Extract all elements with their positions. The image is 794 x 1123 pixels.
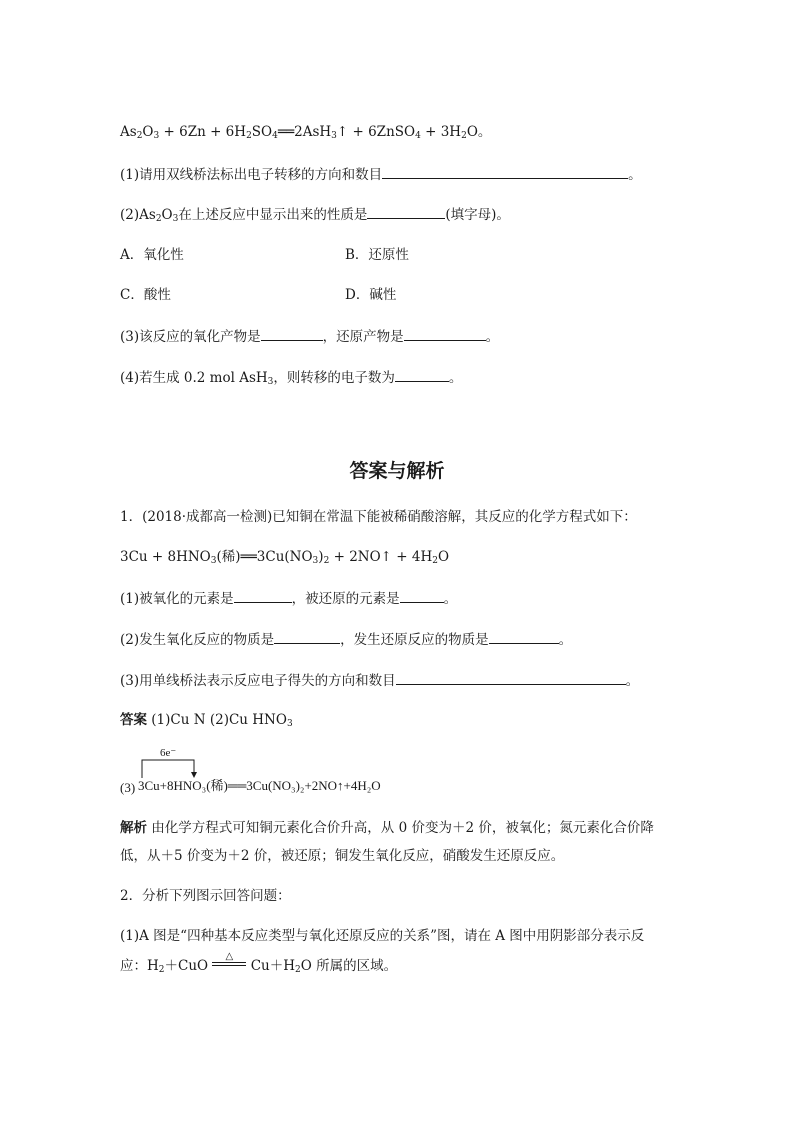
heat-icon: △ xyxy=(225,951,234,962)
problem-1-equation: $3Cu + 8HNO_3$(稀)$══3Cu(NO_3)_2$ + 2NO↑ + $4H_2O$ xyxy=(120,549,450,566)
bridge-line xyxy=(142,760,194,778)
answer-blank[interactable] xyxy=(489,629,559,644)
answer-blank[interactable] xyxy=(274,629,340,644)
question-3: (3)该反应的氧化产物是 ，还原产物是 。 xyxy=(120,326,499,347)
electron-count: 6e⁻ xyxy=(160,747,177,759)
bridge-prefix: (3) xyxy=(120,780,136,795)
analysis-line-1: 解析 由化学方程式可知铜元素化合价升高，从 0 价变为＋2 价，被氧化；氮元素化合价降 xyxy=(120,820,654,836)
electron-transfer-diagram xyxy=(120,744,440,800)
section-title: 答案与解析 xyxy=(349,460,445,482)
question-4: (4)若生成 0.2 mol AsH$_3$，则转移的电子数为 。 xyxy=(120,367,462,392)
option-a: A．氧化性 xyxy=(120,247,184,263)
answer-blank[interactable] xyxy=(400,588,444,603)
answer-blank[interactable] xyxy=(404,326,486,341)
answer-blank[interactable] xyxy=(367,204,445,219)
answer-blank[interactable] xyxy=(261,326,323,341)
option-b: B．还原性 xyxy=(345,247,409,263)
answer-blank[interactable] xyxy=(382,164,628,179)
problem-1-stem: 1．(2018·成都高一检测)已知铜在常温下能被稀硝酸溶解，其反应的化学方程式如下： xyxy=(120,509,637,525)
problem-1-q3: (3)用单线桥法表示反应电子得失的方向和数目 。 xyxy=(120,670,639,691)
heating-condition xyxy=(212,951,246,970)
problem-2-q1-line-1: (1)A 图是“四种基本反应类型与氧化还原反应的关系”图，请在 A 图中用阴影部分表示反 xyxy=(120,928,645,944)
answer-blank[interactable] xyxy=(234,588,292,603)
problem-2-stem: 2．分析下列图示回答问题： xyxy=(120,888,291,904)
answer-blank[interactable] xyxy=(395,367,449,382)
question-2: $(2)As_2O_3$在上述反应中显示出来的性质是 (填字母)。 xyxy=(120,204,510,229)
single-bridge-svg xyxy=(120,744,440,800)
problem-1-q2: (2)发生氧化反应的物质是 ，发生还原反应的物质是 。 xyxy=(120,629,572,650)
answer-blank[interactable] xyxy=(396,670,626,685)
option-d: D．碱性 xyxy=(345,287,397,303)
top-equation: $As_2O_3 + 6Zn$ + $6H_2SO_4══2AsH_3↑$ + 6ZnSO$_4$ + $3H_2O$。 xyxy=(120,124,492,141)
question-1: (1)请用双线桥法标出电子转移的方向和数目 。 xyxy=(120,164,642,185)
option-c: C．酸性 xyxy=(120,287,171,303)
answer-line: 答案 (1)Cu N (2)Cu $HNO_3$ xyxy=(120,712,293,729)
bridge-equation: 3Cu+8HNO₃(稀)══3Cu(NO₃)₂+2NO↑+4H₂O xyxy=(138,778,381,793)
problem-1-q1: (1)被氧化的元素是 ，被还原的元素是 。 xyxy=(120,588,457,609)
problem-2-q1-line-2: 应：$H_2+CuO$ △ $Cu+H_2O$ 所属的区域。 xyxy=(120,951,398,975)
analysis-line-2: 低，从＋5 价变为＋2 价，被还原；铜发生氧化反应，硝酸发生还原反应。 xyxy=(120,848,565,864)
